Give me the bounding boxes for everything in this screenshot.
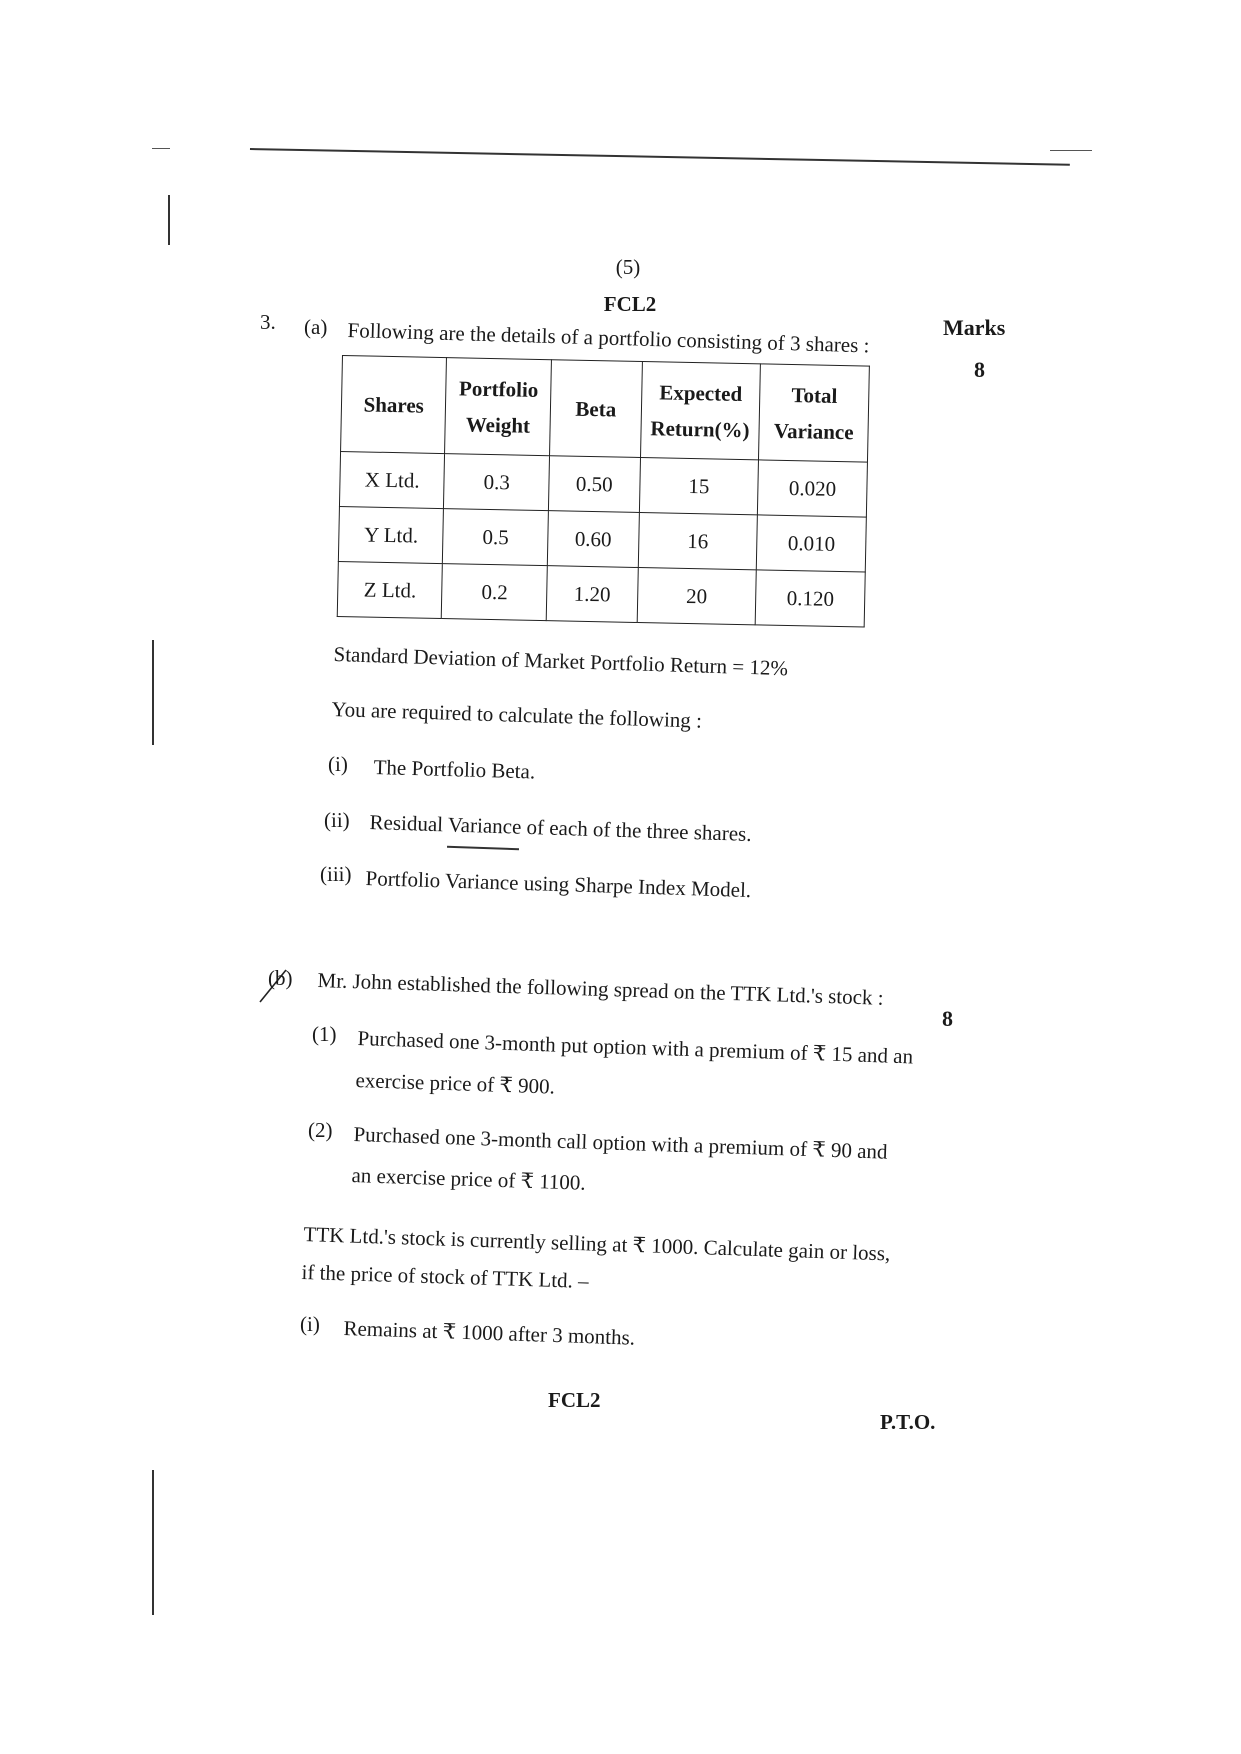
part-b-intro: Mr. John established the following spread on the TTK Ltd.'s stock : [317,968,884,1010]
cell-beta: 0.50 [549,456,640,513]
item-line: an exercise price of ₹ 1100. [351,1163,587,1195]
page-number: (5) [615,255,641,279]
top-rule [250,148,1070,166]
part-b-marks: 8 [942,1006,953,1031]
item-label: (1) [312,1022,337,1046]
margin-mark-3 [152,1470,154,1615]
item-label: (i) [300,1312,320,1336]
portfolio-table [337,355,870,628]
cell-weight: 0.3 [444,454,550,511]
part-a-label: (a) [304,315,328,339]
item-text: The Portfolio Beta. [373,755,536,784]
item-line: Purchased one 3-month call option with a premium of ₹ 90 and [353,1122,888,1164]
item-label: (2) [308,1118,333,1142]
item-label: (i) [328,752,348,776]
table-header-row [341,356,870,463]
cell-share: Z Ltd. [337,561,443,618]
cell-expected-return: 16 [638,512,758,569]
cell-weight: 0.2 [442,564,548,621]
item-text: Portfolio Variance using Sharpe Index Model. [365,866,752,903]
item-line: exercise price of ₹ 900. [355,1068,556,1099]
handwritten-underline [447,846,519,851]
required-text: You are required to calculate the following : [331,697,703,733]
cell-beta: 0.60 [547,511,638,568]
cell-beta: 1.20 [546,566,637,623]
part-b-label: (b) [268,966,293,990]
stock-paragraph: if the price of stock of TTK Ltd. – [301,1260,589,1294]
margin-mark-2 [152,640,154,745]
marks-label: Marks [943,315,1006,340]
top-left-dash [152,148,170,149]
margin-mark-1 [168,195,170,245]
stock-paragraph: TTK Ltd.'s stock is currently selling at ₹ 1000. Calculate gain or loss, [303,1222,891,1266]
paper-code: FCL2 [603,292,657,316]
item-label: (iii) [320,862,352,886]
header-portfolio-weight: Portfolio Weight [445,358,552,456]
cell-share: X Ltd. [339,451,445,508]
item-text: Remains at ₹ 1000 after 3 months. [343,1316,636,1350]
part-a-marks: 8 [974,357,985,382]
cell-expected-return: 20 [637,567,757,624]
cell-total-variance: 0.020 [758,460,868,517]
part-a-intro: Following are the details of a portfolio consisting of 3 shares : [347,318,870,358]
top-rule-right [1050,150,1092,151]
header-beta: Beta [550,360,642,458]
item-line: Purchased one 3-month put option with a premium of ₹ 15 and an [357,1026,914,1069]
cell-total-variance: 0.120 [755,570,865,627]
item-text: Residual Variance of each of the three shares. [369,810,752,846]
cell-expected-return: 15 [639,458,759,515]
table-row [337,561,865,627]
header-expected-return: Expected Return(%) [640,362,761,460]
question-number: 3. [260,310,276,334]
cell-total-variance: 0.010 [757,515,867,572]
pto-label: P.T.O. [880,1410,936,1434]
market-sd-note: Standard Deviation of Market Portfolio Return = 12% [333,642,789,681]
cell-weight: 0.5 [443,509,549,566]
header-total-variance: Total Variance [759,364,870,462]
header-shares: Shares [341,356,447,454]
cell-share: Y Ltd. [338,506,444,563]
item-label: (ii) [324,808,350,832]
footer-paper-code: FCL2 [548,1388,601,1412]
